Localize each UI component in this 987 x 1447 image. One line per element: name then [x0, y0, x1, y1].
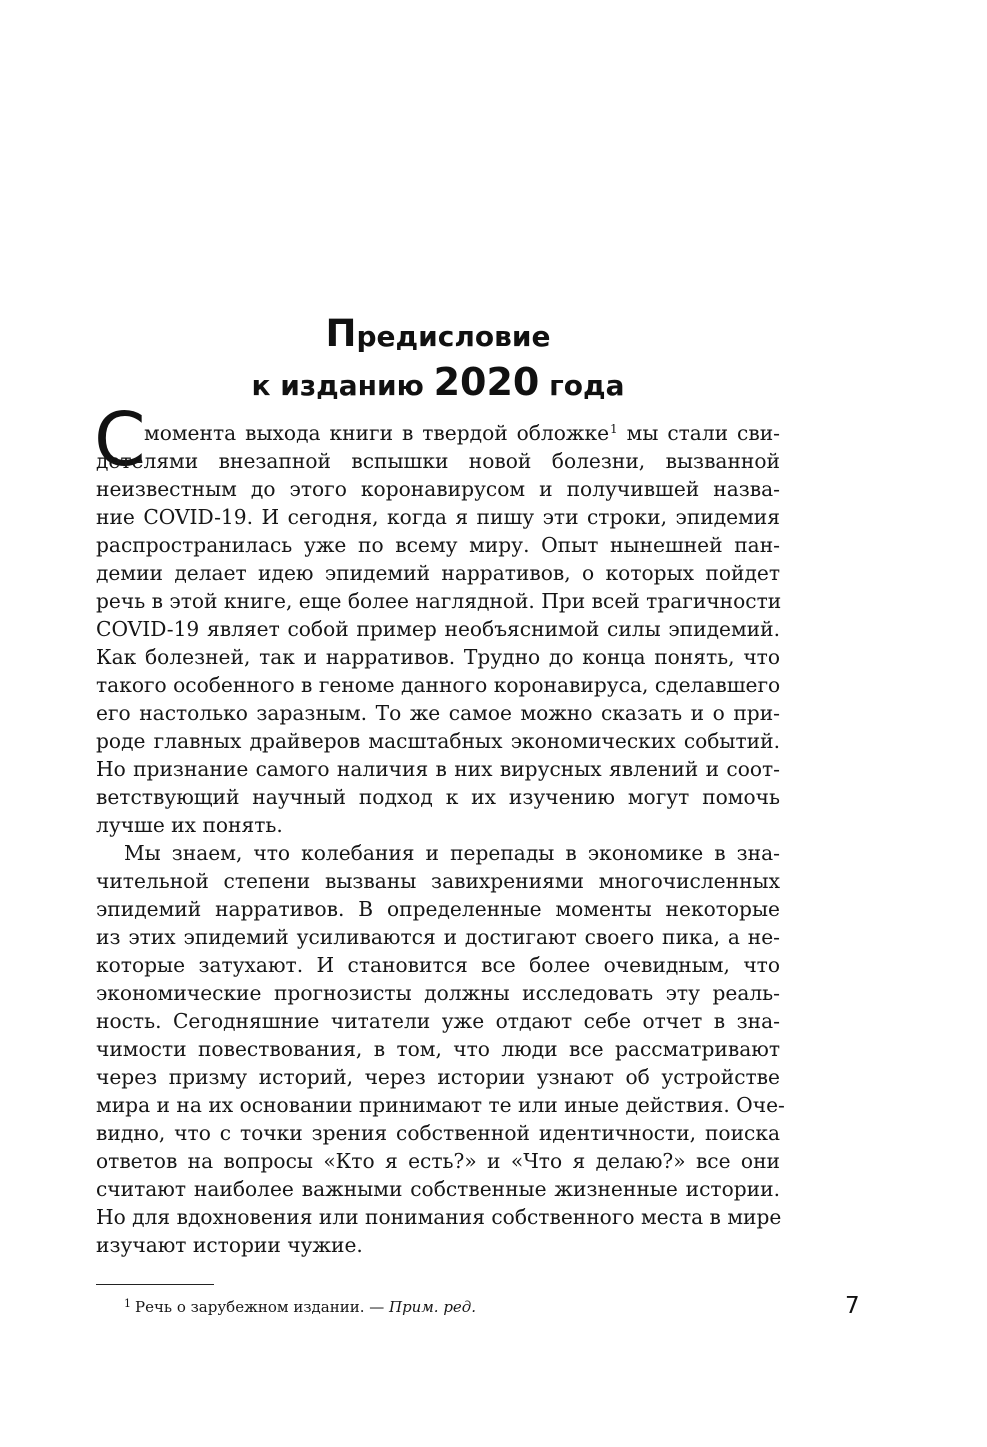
body-line: считают наиболее важными собственные жизненные истории.: [96, 1177, 780, 1201]
page-number: 7: [845, 1293, 860, 1319]
body-line: эпидемий нарративов. В определенные моменты некоторые: [96, 897, 780, 921]
body-line: COVID-19 являет собой пример необъяснимой силы эпидемий.: [96, 617, 780, 641]
body-line: чительной степени вызваны завихрениями многочисленных: [96, 869, 780, 893]
title-initial: П: [325, 312, 357, 355]
footnote-text: Речь о зарубежном издании. —: [135, 1298, 389, 1316]
body-line: чимости повествования, в том, что люди все рассматривают: [96, 1037, 780, 1061]
body-line: Мы знаем, что колебания и перепады в экономике в зна-: [124, 841, 780, 865]
footnote-rule: [96, 1284, 214, 1285]
title-prefix: к изданию: [251, 369, 434, 402]
footnote: [124, 1293, 476, 1321]
title-rest: редисловие: [356, 320, 551, 353]
body-line: речь в этой книге, еще более наглядной. При всей трагичности: [96, 589, 782, 613]
footnote-mark: 1: [124, 1297, 131, 1310]
body-line: через призму историй, через истории узнают об устройстве: [96, 1065, 780, 1089]
body-line: видно, что с точки зрения собственной идентичности, поиска: [96, 1121, 780, 1145]
body-line: такого особенного в геноме данного коронавируса, сделавшего: [96, 673, 781, 697]
body-line: ответов на вопросы «Кто я есть?» и «Что я делаю?» все они: [96, 1149, 780, 1173]
title-suffix: года: [539, 369, 625, 402]
body-line: неизвестным до этого коронавирусом и получившей назва-: [96, 477, 780, 501]
first-line-tail: мы стали сви-: [617, 421, 780, 445]
body-line: ветствующий научный подход к их изучению могут помочь: [96, 785, 780, 809]
footnote-reference: 1: [610, 422, 618, 436]
footnote-editor-note: Прим. ред.: [389, 1298, 477, 1316]
body-lines: [96, 447, 785, 1259]
body-line: из этих эпидемий усиливаются и достигают своего пика, а не-: [96, 925, 780, 949]
body-line: демии делает идею эпидемий нарративов, о которых пойдет: [96, 561, 780, 585]
chapter-title-line-1: [96, 312, 780, 364]
first-line-text: момента выхода книги в твердой обложке: [144, 421, 610, 445]
body-line: которые затухают. И становится все более очевидным, что: [96, 953, 780, 977]
body-line: экономические прогнозисты должны исследовать эту реаль-: [96, 981, 780, 1005]
body-line: его настолько заразным. То же самое можно сказать и о при-: [96, 701, 780, 725]
title-year: 2020: [433, 360, 540, 404]
body-line: ние COVID-19. И сегодня, когда я пишу эти строки, эпидемия: [96, 505, 780, 529]
body-line-first: [144, 419, 780, 447]
body-line: ность. Сегодняшние читатели уже отдают себе отчет в зна-: [96, 1009, 780, 1033]
body-line: мира и на их основании принимают те или иные действия. Оче-: [96, 1093, 785, 1117]
body-line: роде главных драйверов масштабных экономических событий.: [96, 729, 780, 753]
body-line: детелями внезапной вспышки новой болезни, вызванной: [96, 449, 780, 473]
body-line: Как болезней, так и нарративов. Трудно до конца понять, что: [96, 645, 780, 669]
body-line: Но признание самого наличия в них вирусных явлений и соот-: [96, 757, 780, 781]
body-line: распространилась уже по всему миру. Опыт нынешней пан-: [96, 533, 780, 557]
drop-cap-letter: С: [94, 397, 146, 483]
body-line: Но для вдохновения или понимания собственного места в мире: [96, 1205, 782, 1229]
chapter-title-line-2: [96, 360, 780, 412]
body-line: изучают истории чужие.: [96, 1233, 363, 1257]
body-line: лучше их понять.: [96, 813, 283, 837]
